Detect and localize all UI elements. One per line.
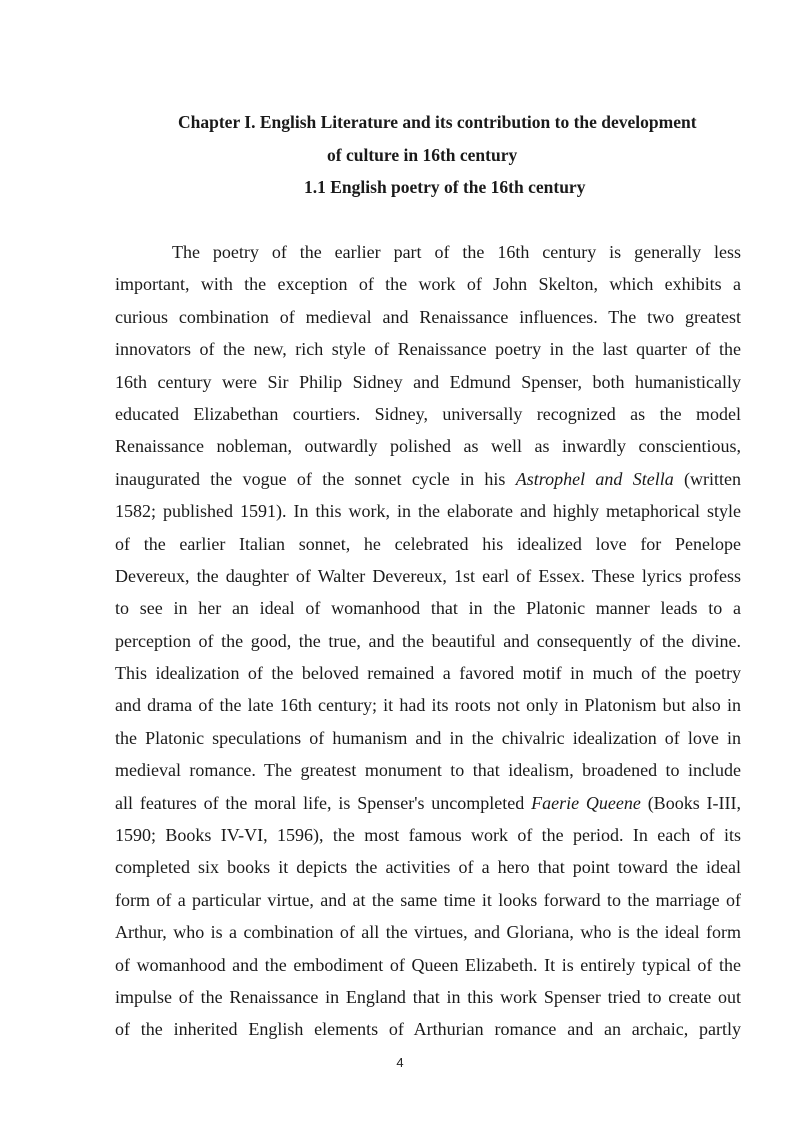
section-title: 1.1 English poetry of the 16th century <box>304 177 586 197</box>
text-line: The poetry of the earlier part of the 16th century is generally less <box>172 242 741 262</box>
body-paragraph <box>115 236 741 1046</box>
text-line: This idealization of the beloved remained a favored motif in much of the poetry <box>115 663 741 684</box>
italic-title-faerie-queene: Faerie Queene <box>531 792 641 813</box>
text-line: medieval romance. The greatest monument to that idealism, broadened to include <box>115 760 741 781</box>
text-line: of the inherited English elements of Arthurian romance and an archaic, partly <box>115 1019 741 1040</box>
text-line: completed six books it depicts the activities of a hero that point toward the ideal <box>115 857 741 878</box>
text-line: to see in her an ideal of womanhood that in the Platonic manner leads to a <box>115 598 741 619</box>
italic-title-astrophel: Astrophel and Stella <box>515 468 674 489</box>
text-line: innovators of the new, rich style of Renaissance poetry in the last quarter of the <box>115 339 741 360</box>
text-line: 1590; Books IV-VI, 1596), the most famous work of the period. In each of its <box>115 825 741 846</box>
page-number: 4 <box>396 1055 404 1070</box>
text-line: 16th century were Sir Philip Sidney and Edmund Spenser, both humanistically <box>115 371 741 392</box>
text-line <box>115 787 741 819</box>
text-segment: inaugurated the vogue of the sonnet cycle in his <box>115 468 506 489</box>
chapter-title-line-1: Chapter I. English Literature and its contribution to the development <box>178 112 697 132</box>
text-segment: all features of the moral life, is Spenser's uncompleted <box>115 792 525 813</box>
text-line: Devereux, the daughter of Walter Devereux, 1st earl of Essex. These lyrics profess <box>115 565 741 586</box>
text-line: 1582; published 1591). In this work, in the elaborate and highly metaphorical style <box>115 501 741 522</box>
chapter-title-line-2: of culture in 16th century <box>327 145 518 165</box>
text-segment: (Books I-III, <box>647 792 741 813</box>
text-line: Renaissance nobleman, outwardly polished as well as inwardly conscientious, <box>115 436 741 457</box>
text-line: perception of the good, the true, and the beautiful and consequently of the divine. <box>115 630 741 651</box>
text-line: of womanhood and the embodiment of Queen Elizabeth. It is entirely typical of the <box>115 954 741 975</box>
text-line: curious combination of medieval and Renaissance influences. The two greatest <box>115 306 741 327</box>
text-line: impulse of the Renaissance in England that in this work Spenser tried to create out <box>115 986 741 1007</box>
text-line: and drama of the late 16th century; it had its roots not only in Platonism but also in <box>115 695 741 716</box>
text-line: Arthur, who is a combination of all the virtues, and Gloriana, who is the ideal form <box>115 922 741 943</box>
text-line: the Platonic speculations of humanism and in the chivalric idealization of love in <box>115 727 741 748</box>
text-line <box>115 463 741 495</box>
text-line: educated Elizabethan courtiers. Sidney, universally recognized as the model <box>115 403 741 424</box>
text-line: of the earlier Italian sonnet, he celebrated his idealized love for Penelope <box>115 533 741 554</box>
text-line: form of a particular virtue, and at the same time it looks forward to the marriage of <box>115 889 741 910</box>
text-line: important, with the exception of the work of John Skelton, which exhibits a <box>115 274 741 295</box>
text-segment: (written <box>684 468 742 489</box>
